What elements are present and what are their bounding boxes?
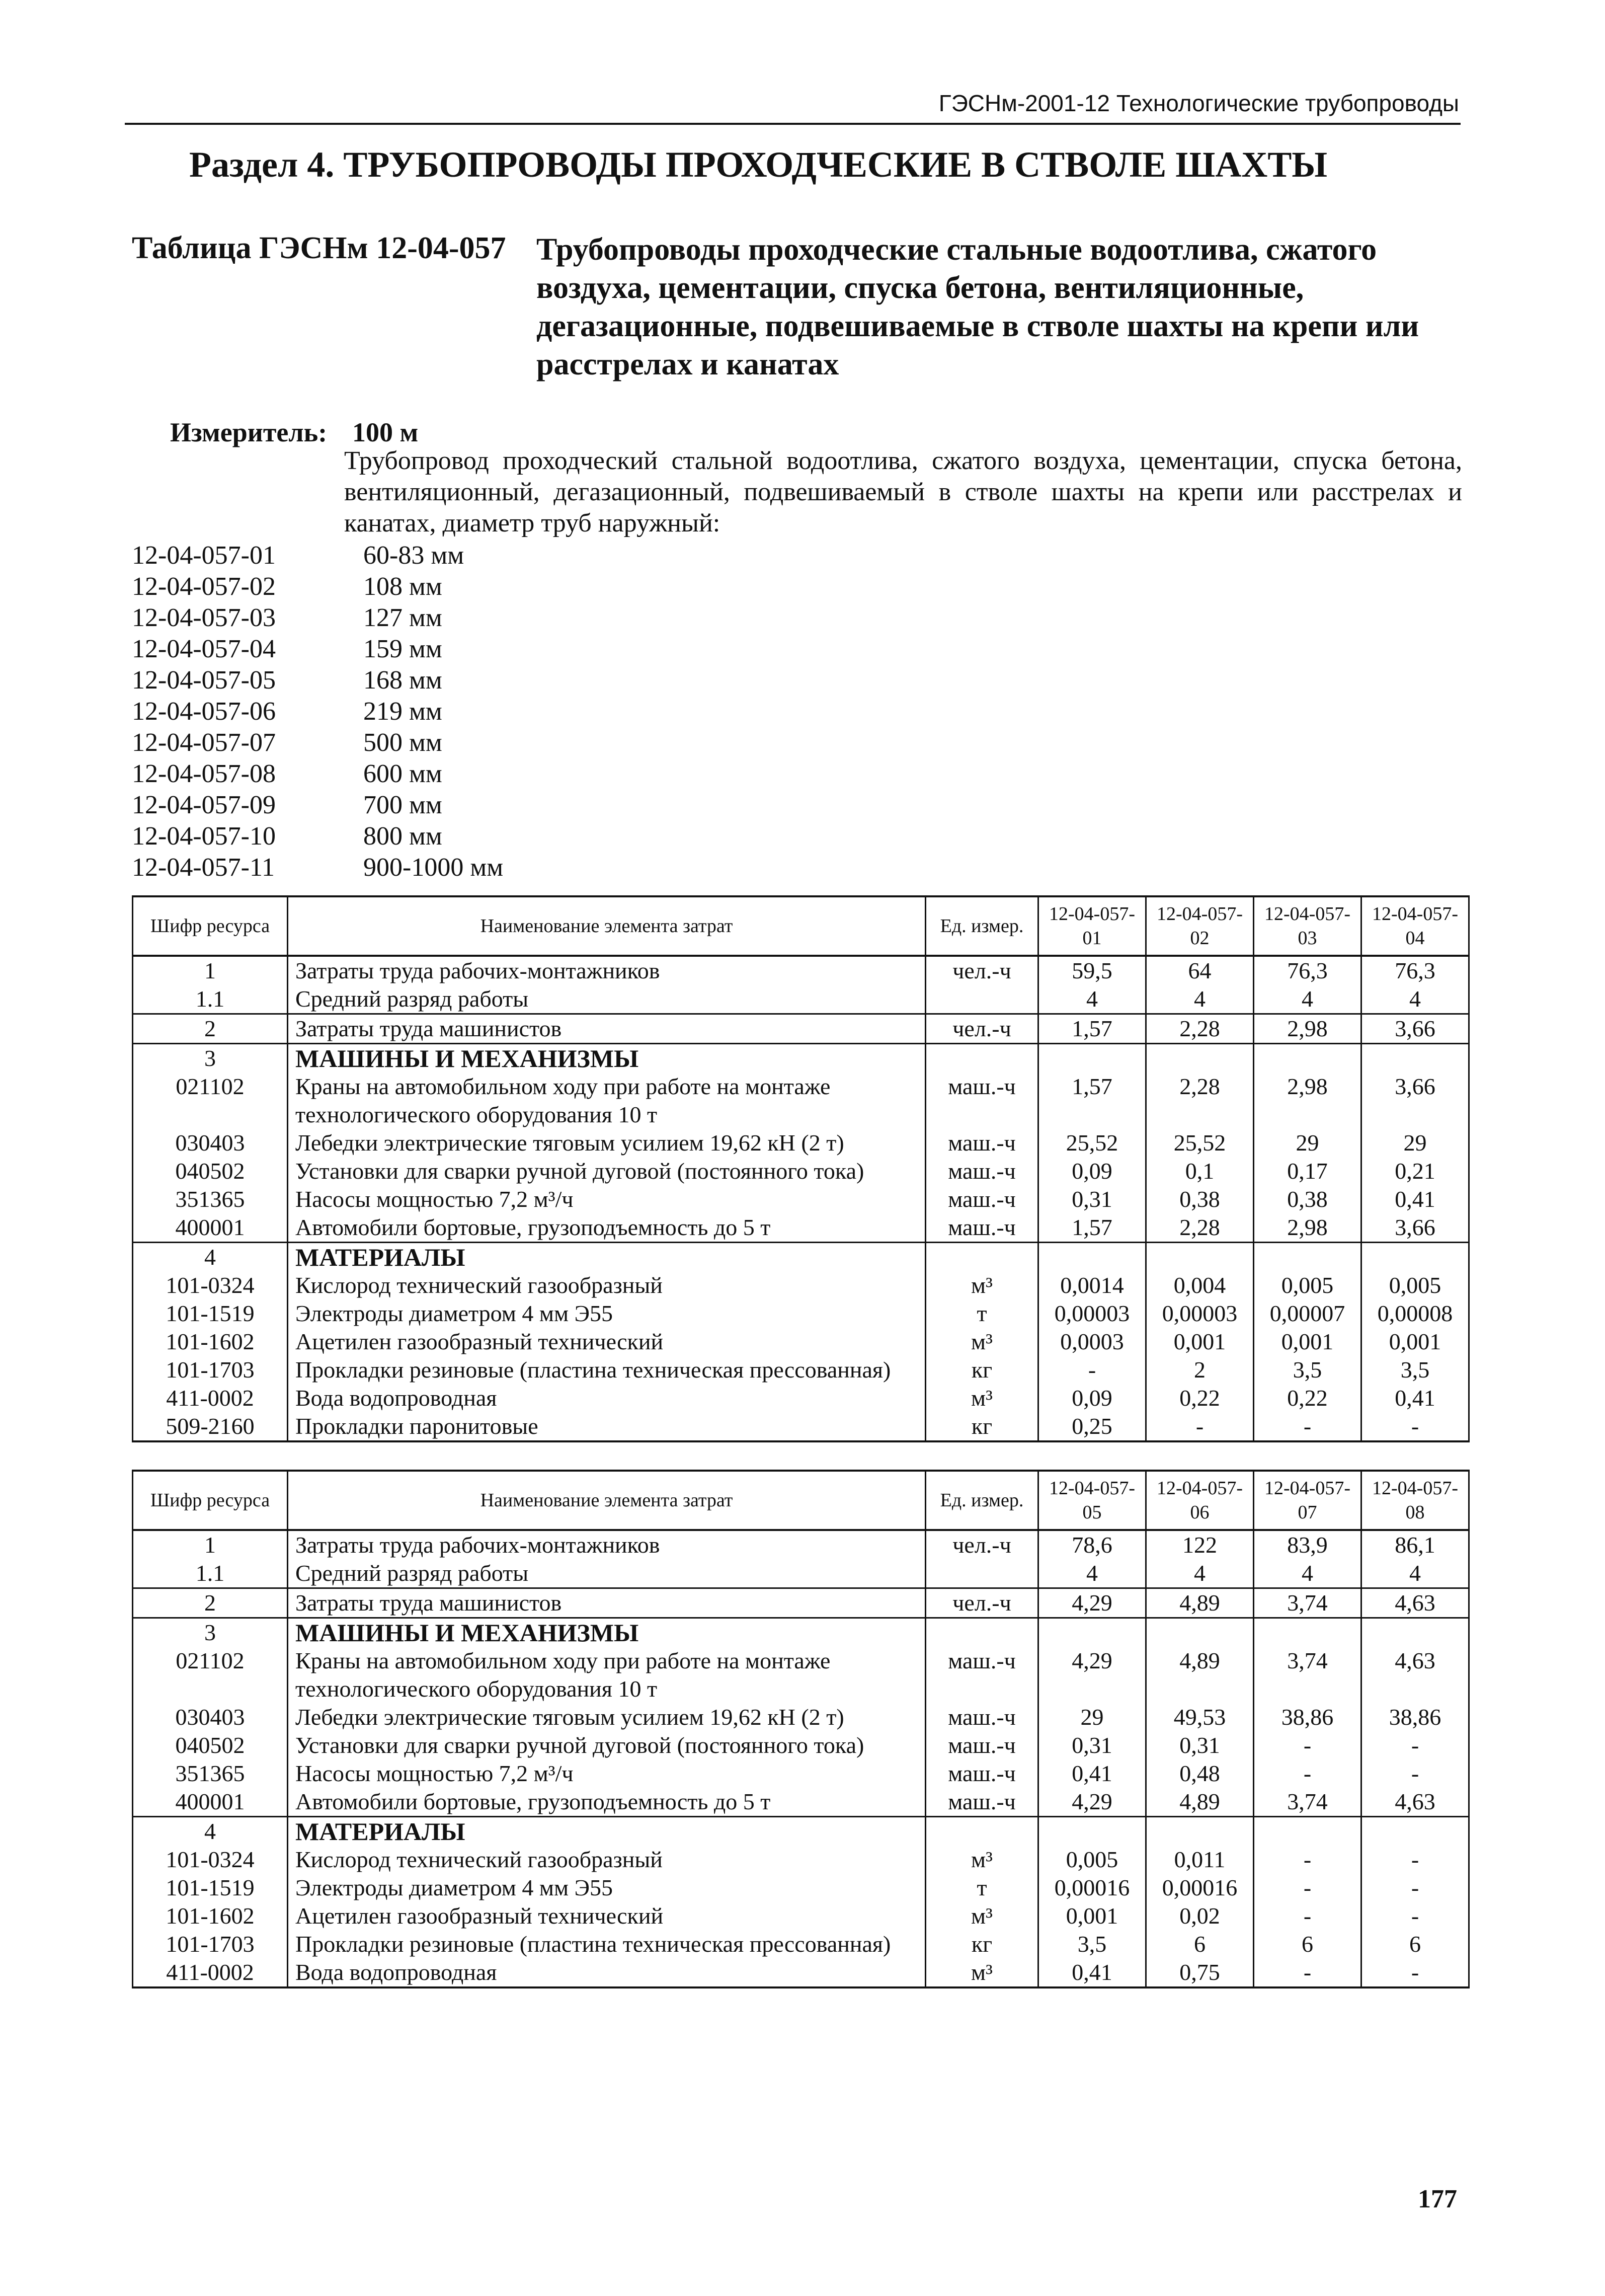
resource-code: 3 bbox=[133, 1618, 288, 1647]
resource-table-1 bbox=[132, 895, 1470, 1442]
norm-value: 0,25 bbox=[1038, 1412, 1146, 1441]
unit-of-measure bbox=[926, 985, 1038, 1014]
cost-element-name: Лебедки электрические тяговым усилием 19,62 кН (2 т) bbox=[288, 1129, 926, 1157]
norm-value: 0,31 bbox=[1038, 1731, 1146, 1759]
resource-code: 040502 bbox=[133, 1731, 288, 1759]
table-row bbox=[133, 1213, 1469, 1243]
norm-value: - bbox=[1361, 1759, 1469, 1788]
norm-value: 6 bbox=[1146, 1930, 1254, 1958]
unit-of-measure: м³ bbox=[926, 1846, 1038, 1874]
table-header-row bbox=[133, 1471, 1469, 1530]
norm-value: 4 bbox=[1146, 1559, 1254, 1588]
unit-of-measure: кг bbox=[926, 1356, 1038, 1384]
norm-value: - bbox=[1254, 1902, 1361, 1930]
table-group-row bbox=[133, 1243, 1469, 1272]
table-group-row bbox=[133, 1817, 1469, 1846]
pipe-diameter: 900-1000 мм bbox=[363, 853, 504, 882]
norm-value: 0,00016 bbox=[1146, 1874, 1254, 1902]
norm-value: 38,86 bbox=[1254, 1703, 1361, 1731]
unit-of-measure: м³ bbox=[926, 1958, 1038, 1987]
table-title-text: Трубопроводы проходческие стальные водоотлива, сжатого воздуха, цементации, спуска бетона, вентиляционные, дегазационные, подвешиваемые в стволе шахты на крепи или расстрелах и канатах bbox=[536, 233, 1419, 381]
cost-element-name: Затраты труда машинистов bbox=[288, 1014, 926, 1044]
norm-value: 0,75 bbox=[1146, 1958, 1254, 1987]
norm-value: 0,001 bbox=[1038, 1902, 1146, 1930]
resource-code: 101-0324 bbox=[133, 1846, 288, 1874]
norm-value: 4,63 bbox=[1361, 1588, 1469, 1618]
cost-element-name: Электроды диаметром 4 мм Э55 bbox=[288, 1299, 926, 1328]
cost-element-name: Краны на автомобильном ходу при работе на монтаже технологического оборудования 10 т bbox=[288, 1073, 926, 1129]
cost-element-name: Лебедки электрические тяговым усилием 19,62 кН (2 т) bbox=[288, 1703, 926, 1731]
norm-value: 2,28 bbox=[1146, 1073, 1254, 1129]
resource-code: 4 bbox=[133, 1817, 288, 1846]
cost-element-name: Установки для сварки ручной дуговой (постоянного тока) bbox=[288, 1731, 926, 1759]
pipe-diameter: 219 мм bbox=[363, 697, 442, 726]
cost-element-name: Установки для сварки ручной дуговой (постоянного тока) bbox=[288, 1157, 926, 1185]
norm-value: 0,22 bbox=[1146, 1384, 1254, 1412]
norm-value bbox=[1254, 1044, 1361, 1073]
norm-value: 0,00007 bbox=[1254, 1299, 1361, 1328]
unit-of-measure: м³ bbox=[926, 1328, 1038, 1356]
header-norm-code: 12-04-057-02 bbox=[1146, 896, 1254, 956]
norm-value: 64 bbox=[1146, 956, 1254, 985]
header-norm-code: 12-04-057-04 bbox=[1361, 896, 1469, 956]
norm-value: 0,00003 bbox=[1038, 1299, 1146, 1328]
norm-value: 4,89 bbox=[1146, 1588, 1254, 1618]
cost-element-name: Кислород технический газообразный bbox=[288, 1846, 926, 1874]
norm-value: 0,48 bbox=[1146, 1759, 1254, 1788]
table-row bbox=[133, 1530, 1469, 1559]
pipe-diameter: 127 мм bbox=[363, 603, 442, 632]
norm-value: 0,0014 bbox=[1038, 1271, 1146, 1299]
header-norm-code: 12-04-057-06 bbox=[1146, 1471, 1254, 1530]
norm-value: 0,41 bbox=[1361, 1185, 1469, 1213]
table-row bbox=[133, 1299, 1469, 1328]
norm-value: 3,74 bbox=[1254, 1788, 1361, 1817]
table-group-row bbox=[133, 1618, 1469, 1647]
table-row bbox=[133, 1271, 1469, 1299]
unit-of-measure: маш.-ч bbox=[926, 1759, 1038, 1788]
unit-of-measure bbox=[926, 1817, 1038, 1846]
norm-value bbox=[1146, 1243, 1254, 1272]
norm-value: 0,001 bbox=[1254, 1328, 1361, 1356]
work-code: 12-04-057-11 bbox=[132, 853, 275, 882]
resource-code: 351365 bbox=[133, 1759, 288, 1788]
table-row bbox=[133, 1588, 1469, 1618]
unit-of-measure bbox=[926, 1243, 1038, 1272]
header-norm-code: 12-04-057-01 bbox=[1038, 896, 1146, 956]
norm-value: 38,86 bbox=[1361, 1703, 1469, 1731]
unit-of-measure: т bbox=[926, 1299, 1038, 1328]
norm-value: 0,41 bbox=[1038, 1759, 1146, 1788]
resource-code: 411-0002 bbox=[133, 1384, 288, 1412]
resource-code: 2 bbox=[133, 1014, 288, 1044]
norm-value: 0,1 bbox=[1146, 1157, 1254, 1185]
work-code: 12-04-057-01 bbox=[132, 541, 276, 570]
work-description: Трубопровод проходческий стальной водоотлива, сжатого воздуха, цементации, спуска бетона, вентиляционный, дегазационный, подвешиваемый в стволе шахты на крепи или расстрелах и канатах, диаметр труб наружный: bbox=[344, 446, 1462, 538]
norm-value: 0,09 bbox=[1038, 1157, 1146, 1185]
running-header: ГЭСНм-2001-12 Технологические трубопроводы bbox=[938, 90, 1459, 116]
norm-value: 4,29 bbox=[1038, 1588, 1146, 1618]
unit-of-measure: чел.-ч bbox=[926, 1588, 1038, 1618]
norm-value: 0,011 bbox=[1146, 1846, 1254, 1874]
work-code: 12-04-057-08 bbox=[132, 759, 276, 788]
norm-value: - bbox=[1254, 1874, 1361, 1902]
resource-code: 1.1 bbox=[133, 1559, 288, 1588]
table-row bbox=[133, 1073, 1469, 1129]
norm-value: 0,09 bbox=[1038, 1384, 1146, 1412]
table-row bbox=[133, 1185, 1469, 1213]
resource-code: 3 bbox=[133, 1044, 288, 1073]
table-row bbox=[133, 956, 1469, 985]
norm-value: - bbox=[1254, 1759, 1361, 1788]
resource-code: 2 bbox=[133, 1588, 288, 1618]
unit-of-measure bbox=[926, 1044, 1038, 1073]
unit-of-measure: т bbox=[926, 1874, 1038, 1902]
cost-element-name: МАШИНЫ И МЕХАНИЗМЫ bbox=[288, 1044, 926, 1073]
table-row bbox=[133, 1129, 1469, 1157]
cost-element-name: Ацетилен газообразный технический bbox=[288, 1328, 926, 1356]
norm-value bbox=[1146, 1044, 1254, 1073]
norm-value: - bbox=[1146, 1412, 1254, 1441]
norm-value: 4,29 bbox=[1038, 1788, 1146, 1817]
header-norm-code: 12-04-057-07 bbox=[1254, 1471, 1361, 1530]
norm-value: 122 bbox=[1146, 1530, 1254, 1559]
resource-code: 101-1519 bbox=[133, 1874, 288, 1902]
resource-code: 021102 bbox=[133, 1647, 288, 1703]
unit-of-measure: чел.-ч bbox=[926, 956, 1038, 985]
resource-code: 400001 bbox=[133, 1213, 288, 1243]
measure-label: Измеритель: bbox=[170, 417, 328, 447]
resource-code: 030403 bbox=[133, 1129, 288, 1157]
table-row bbox=[133, 1328, 1469, 1356]
norm-value: 59,5 bbox=[1038, 956, 1146, 985]
norm-value: 29 bbox=[1254, 1129, 1361, 1157]
norm-value: 25,52 bbox=[1146, 1129, 1254, 1157]
norm-value bbox=[1038, 1044, 1146, 1073]
norm-value: 0,02 bbox=[1146, 1902, 1254, 1930]
pipe-diameter: 60-83 мм bbox=[363, 541, 464, 570]
norm-value: 4 bbox=[1038, 1559, 1146, 1588]
norm-value: 0,00016 bbox=[1038, 1874, 1146, 1902]
unit-of-measure: кг bbox=[926, 1412, 1038, 1441]
norm-value: - bbox=[1361, 1874, 1469, 1902]
unit-of-measure: маш.-ч bbox=[926, 1647, 1038, 1703]
table-row bbox=[133, 1647, 1469, 1703]
work-code: 12-04-057-04 bbox=[132, 635, 276, 663]
work-code: 12-04-057-10 bbox=[132, 822, 276, 851]
table-row bbox=[133, 1874, 1469, 1902]
norm-value: 49,53 bbox=[1146, 1703, 1254, 1731]
norm-value: 1,57 bbox=[1038, 1014, 1146, 1044]
resource-code: 1 bbox=[133, 956, 288, 985]
header-unit: Ед. измер. bbox=[926, 896, 1038, 956]
cost-element-name: Затраты труда машинистов bbox=[288, 1588, 926, 1618]
norm-value: 4,89 bbox=[1146, 1788, 1254, 1817]
section-title: Раздел 4. ТРУБОПРОВОДЫ ПРОХОДЧЕСКИЕ В СТВОЛЕ ШАХТЫ bbox=[189, 144, 1328, 185]
norm-value: 4,63 bbox=[1361, 1647, 1469, 1703]
norm-value: 4,89 bbox=[1146, 1647, 1254, 1703]
norm-value: 0,001 bbox=[1361, 1328, 1469, 1356]
cost-element-name: Ацетилен газообразный технический bbox=[288, 1902, 926, 1930]
table-row bbox=[133, 1731, 1469, 1759]
norm-value: 29 bbox=[1361, 1129, 1469, 1157]
norm-value: 4 bbox=[1254, 1559, 1361, 1588]
norm-value bbox=[1254, 1243, 1361, 1272]
table-row bbox=[133, 1356, 1469, 1384]
norm-value: 0,00003 bbox=[1146, 1299, 1254, 1328]
norm-value: - bbox=[1361, 1412, 1469, 1441]
unit-of-measure: маш.-ч bbox=[926, 1703, 1038, 1731]
norm-value: 4 bbox=[1146, 985, 1254, 1014]
norm-value bbox=[1361, 1044, 1469, 1073]
work-code: 12-04-057-03 bbox=[132, 603, 276, 632]
cost-element-name: МАТЕРИАЛЫ bbox=[288, 1243, 926, 1272]
norm-value: - bbox=[1254, 1731, 1361, 1759]
header-rule bbox=[125, 123, 1461, 125]
unit-of-measure: чел.-ч bbox=[926, 1014, 1038, 1044]
pipe-diameter: 168 мм bbox=[363, 666, 442, 695]
norm-value: 0,31 bbox=[1146, 1731, 1254, 1759]
resource-code: 021102 bbox=[133, 1073, 288, 1129]
norm-value: - bbox=[1361, 1846, 1469, 1874]
table-row bbox=[133, 1846, 1469, 1874]
norm-value: 2,28 bbox=[1146, 1014, 1254, 1044]
cost-element-name: Электроды диаметром 4 мм Э55 bbox=[288, 1874, 926, 1902]
cost-element-name: Средний разряд работы bbox=[288, 985, 926, 1014]
resource-code: 101-0324 bbox=[133, 1271, 288, 1299]
cost-element-name: Насосы мощностью 7,2 м³/ч bbox=[288, 1185, 926, 1213]
unit-of-measure: маш.-ч bbox=[926, 1185, 1038, 1213]
norm-value: 29 bbox=[1038, 1703, 1146, 1731]
norm-value bbox=[1254, 1618, 1361, 1647]
unit-of-measure: маш.-ч bbox=[926, 1731, 1038, 1759]
resource-code: 411-0002 bbox=[133, 1958, 288, 1987]
unit-of-measure: м³ bbox=[926, 1271, 1038, 1299]
table-row bbox=[133, 1902, 1469, 1930]
unit-of-measure: маш.-ч bbox=[926, 1129, 1038, 1157]
unit-of-measure: чел.-ч bbox=[926, 1530, 1038, 1559]
norm-value: 4 bbox=[1254, 985, 1361, 1014]
unit-of-measure: маш.-ч bbox=[926, 1073, 1038, 1129]
page-number: 177 bbox=[1418, 2185, 1457, 2213]
norm-value: 3,66 bbox=[1361, 1213, 1469, 1243]
norm-value: 4 bbox=[1361, 1559, 1469, 1588]
unit-of-measure: м³ bbox=[926, 1902, 1038, 1930]
norm-value: - bbox=[1254, 1958, 1361, 1987]
table-row bbox=[133, 1788, 1469, 1817]
work-code: 12-04-057-02 bbox=[132, 572, 276, 601]
norm-value bbox=[1361, 1243, 1469, 1272]
table-row bbox=[133, 1157, 1469, 1185]
unit-of-measure: маш.-ч bbox=[926, 1213, 1038, 1243]
table-row bbox=[133, 985, 1469, 1014]
cost-element-name: Вода водопроводная bbox=[288, 1384, 926, 1412]
norm-value: - bbox=[1254, 1846, 1361, 1874]
norm-value: 6 bbox=[1361, 1930, 1469, 1958]
resource-code: 1.1 bbox=[133, 985, 288, 1014]
norm-value: 76,3 bbox=[1361, 956, 1469, 985]
table-row bbox=[133, 1384, 1469, 1412]
norm-value: 0,005 bbox=[1361, 1271, 1469, 1299]
norm-value: - bbox=[1254, 1412, 1361, 1441]
norm-value: 3,74 bbox=[1254, 1588, 1361, 1618]
header-resource-code: Шифр ресурса bbox=[133, 1471, 288, 1530]
resource-table-2 bbox=[132, 1470, 1470, 1988]
table-row bbox=[133, 1559, 1469, 1588]
norm-value bbox=[1254, 1817, 1361, 1846]
norm-value: 4 bbox=[1361, 985, 1469, 1014]
norm-value bbox=[1038, 1618, 1146, 1647]
table-row bbox=[133, 1412, 1469, 1441]
resource-code: 101-1703 bbox=[133, 1356, 288, 1384]
work-code: 12-04-057-06 bbox=[132, 697, 276, 726]
norm-value: - bbox=[1038, 1356, 1146, 1384]
pipe-diameter: 108 мм bbox=[363, 572, 442, 601]
cost-element-name: Прокладки резиновые (пластина техническая прессованная) bbox=[288, 1356, 926, 1384]
norm-value: 3,74 bbox=[1254, 1647, 1361, 1703]
norm-value bbox=[1038, 1817, 1146, 1846]
norm-value: 0,31 bbox=[1038, 1185, 1146, 1213]
norm-value bbox=[1038, 1243, 1146, 1272]
unit-of-measure: маш.-ч bbox=[926, 1788, 1038, 1817]
cost-element-name: Затраты труда рабочих-монтажников bbox=[288, 956, 926, 985]
unit-of-measure: маш.-ч bbox=[926, 1157, 1038, 1185]
cost-element-name: Вода водопроводная bbox=[288, 1958, 926, 1987]
norm-value: - bbox=[1361, 1731, 1469, 1759]
pipe-diameter: 800 мм bbox=[363, 822, 442, 851]
header-unit: Ед. измер. bbox=[926, 1471, 1038, 1530]
pipe-diameter: 700 мм bbox=[363, 791, 442, 819]
table-row bbox=[133, 1703, 1469, 1731]
norm-value: 0,005 bbox=[1254, 1271, 1361, 1299]
norm-value: 0,00008 bbox=[1361, 1299, 1469, 1328]
header-norm-code: 12-04-057-03 bbox=[1254, 896, 1361, 956]
resource-code: 400001 bbox=[133, 1788, 288, 1817]
cost-element-name: Автомобили бортовые, грузоподъемность до 5 т bbox=[288, 1213, 926, 1243]
table-row bbox=[133, 1759, 1469, 1788]
norm-value: 0,17 bbox=[1254, 1157, 1361, 1185]
cost-element-name: Краны на автомобильном ходу при работе на монтаже технологического оборудования 10 т bbox=[288, 1647, 926, 1703]
resource-code: 4 bbox=[133, 1243, 288, 1272]
norm-value: 3,66 bbox=[1361, 1073, 1469, 1129]
norm-value: 76,3 bbox=[1254, 956, 1361, 985]
resource-code: 101-1602 bbox=[133, 1902, 288, 1930]
table-row bbox=[133, 1958, 1469, 1987]
unit-of-measure: кг bbox=[926, 1930, 1038, 1958]
norm-value: 4 bbox=[1038, 985, 1146, 1014]
norm-value: 0,41 bbox=[1038, 1958, 1146, 1987]
cost-element-name: МАШИНЫ И МЕХАНИЗМЫ bbox=[288, 1618, 926, 1647]
norm-value bbox=[1361, 1817, 1469, 1846]
norm-value: 4,29 bbox=[1038, 1647, 1146, 1703]
norm-value: 0,21 bbox=[1361, 1157, 1469, 1185]
norm-value bbox=[1146, 1618, 1254, 1647]
resource-code: 030403 bbox=[133, 1703, 288, 1731]
cost-element-name: Насосы мощностью 7,2 м³/ч bbox=[288, 1759, 926, 1788]
work-code: 12-04-057-07 bbox=[132, 728, 276, 757]
norm-value bbox=[1361, 1618, 1469, 1647]
norm-value: 2,98 bbox=[1254, 1213, 1361, 1243]
cost-element-name: Прокладки резиновые (пластина техническая прессованная) bbox=[288, 1930, 926, 1958]
norm-value: 0,38 bbox=[1146, 1185, 1254, 1213]
norm-value: 2 bbox=[1146, 1356, 1254, 1384]
norm-value: 3,66 bbox=[1361, 1014, 1469, 1044]
header-norm-code: 12-04-057-08 bbox=[1361, 1471, 1469, 1530]
norm-value: 0,0003 bbox=[1038, 1328, 1146, 1356]
norm-value: 86,1 bbox=[1361, 1530, 1469, 1559]
work-code: 12-04-057-05 bbox=[132, 666, 276, 695]
unit-of-measure: м³ bbox=[926, 1384, 1038, 1412]
norm-value: 0,22 bbox=[1254, 1384, 1361, 1412]
pipe-diameter: 600 мм bbox=[363, 759, 442, 788]
header-resource-code: Шифр ресурса bbox=[133, 896, 288, 956]
norm-value: 1,57 bbox=[1038, 1213, 1146, 1243]
cost-element-name: Автомобили бортовые, грузоподъемность до 5 т bbox=[288, 1788, 926, 1817]
norm-value: 0,005 bbox=[1038, 1846, 1146, 1874]
pipe-diameter: 500 мм bbox=[363, 728, 442, 757]
norm-value bbox=[1146, 1817, 1254, 1846]
norm-value: 0,38 bbox=[1254, 1185, 1361, 1213]
norm-value: 3,5 bbox=[1254, 1356, 1361, 1384]
table-title-label: Таблица ГЭСНм 12-04-057 bbox=[132, 231, 506, 265]
table-row bbox=[133, 1014, 1469, 1044]
resource-code: 1 bbox=[133, 1530, 288, 1559]
work-code: 12-04-057-09 bbox=[132, 791, 276, 819]
norm-value: 0,004 bbox=[1146, 1271, 1254, 1299]
norm-value: - bbox=[1361, 1902, 1469, 1930]
norm-value: 2,98 bbox=[1254, 1073, 1361, 1129]
cost-element-name: Средний разряд работы bbox=[288, 1559, 926, 1588]
norm-value: 3,5 bbox=[1361, 1356, 1469, 1384]
table-row bbox=[133, 1930, 1469, 1958]
norm-value: 83,9 bbox=[1254, 1530, 1361, 1559]
pipe-diameter: 159 мм bbox=[363, 635, 442, 663]
table-header-row bbox=[133, 896, 1469, 956]
resource-code: 351365 bbox=[133, 1185, 288, 1213]
norm-value: 1,57 bbox=[1038, 1073, 1146, 1129]
cost-element-name: Прокладки паронитовые bbox=[288, 1412, 926, 1441]
norm-value: 0,41 bbox=[1361, 1384, 1469, 1412]
resource-code: 040502 bbox=[133, 1157, 288, 1185]
norm-value: 25,52 bbox=[1038, 1129, 1146, 1157]
table-group-row bbox=[133, 1044, 1469, 1073]
cost-element-name: МАТЕРИАЛЫ bbox=[288, 1817, 926, 1846]
norm-value: 0,001 bbox=[1146, 1328, 1254, 1356]
norm-value: 2,28 bbox=[1146, 1213, 1254, 1243]
resource-code: 101-1519 bbox=[133, 1299, 288, 1328]
header-cost-element: Наименование элемента затрат bbox=[288, 896, 926, 956]
header-norm-code: 12-04-057-05 bbox=[1038, 1471, 1146, 1530]
cost-element-name: Затраты труда рабочих-монтажников bbox=[288, 1530, 926, 1559]
resource-code: 101-1703 bbox=[133, 1930, 288, 1958]
norm-value: 3,5 bbox=[1038, 1930, 1146, 1958]
resource-code: 101-1602 bbox=[133, 1328, 288, 1356]
norm-value: 4,63 bbox=[1361, 1788, 1469, 1817]
header-cost-element: Наименование элемента затрат bbox=[288, 1471, 926, 1530]
norm-value: 78,6 bbox=[1038, 1530, 1146, 1559]
unit-of-measure bbox=[926, 1559, 1038, 1588]
norm-value: 2,98 bbox=[1254, 1014, 1361, 1044]
resource-code: 509-2160 bbox=[133, 1412, 288, 1441]
norm-value: - bbox=[1361, 1958, 1469, 1987]
norm-value: 6 bbox=[1254, 1930, 1361, 1958]
cost-element-name: Кислород технический газообразный bbox=[288, 1271, 926, 1299]
unit-of-measure bbox=[926, 1618, 1038, 1647]
measure-value: 100 м bbox=[352, 417, 419, 447]
